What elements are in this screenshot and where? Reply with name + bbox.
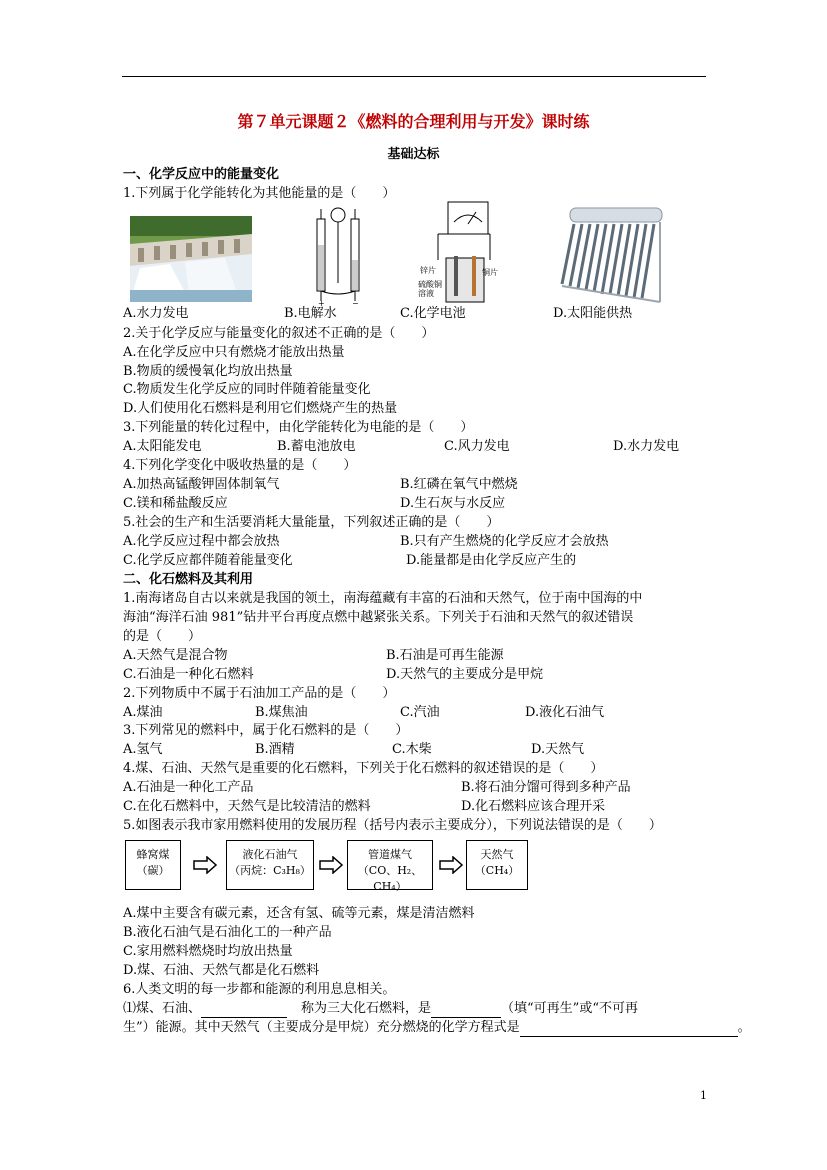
arrow-right-icon: [319, 856, 343, 874]
option-d: D.天然气: [531, 742, 585, 757]
subtitle: 基础达标: [387, 147, 440, 162]
option-c: C.汽油: [400, 705, 440, 720]
question-text-line: 1.南海诸岛自古以来就是我国的领土，南海蕴藏有丰富的石油和天然气，位于南中国海的中: [123, 591, 643, 606]
option-c: C.木柴: [392, 742, 432, 757]
section-heading-2: 二、化石燃料及其利用: [123, 572, 254, 587]
fill-text: 。: [737, 1020, 751, 1035]
flow-composition: （碳）: [136, 864, 170, 877]
copper-label: 铜片: [482, 268, 498, 277]
chemical-cell-image: [418, 200, 498, 305]
option-c: C.风力发电: [444, 439, 510, 454]
option-b: B.只有产生燃烧的化学反应才会放热: [400, 534, 609, 549]
option-d: D.太阳能供热: [553, 306, 633, 321]
option-d: D.人们使用化石燃料是利用它们燃烧产生的热量: [123, 401, 398, 416]
option-b: B.酒精: [255, 742, 295, 757]
fill-text: （填“可再生”或“不可再: [501, 1001, 638, 1016]
option-a: A.加热高锰酸钾固体制氧气: [123, 477, 280, 492]
option-b: B.电解水: [284, 306, 337, 321]
flow-box-natural-gas: [466, 840, 528, 890]
flow-name: 液化石油气: [242, 848, 298, 861]
arrow-right-icon: [193, 856, 217, 874]
flow-composition: （CH₄）: [474, 864, 520, 877]
svg-text:−: −: [352, 299, 359, 307]
flow-composition: （丙烷：C₃H₈）: [229, 864, 311, 877]
option-b: B.蓄电池放电: [277, 439, 356, 454]
question-stem: 3.下列常见的燃料中，属于化石燃料的是（ ）: [123, 723, 409, 738]
option-d: D.天然气的主要成分是甲烷: [386, 667, 544, 682]
zinc-label: 锌片: [420, 266, 436, 275]
answer-blank[interactable]: [431, 1003, 501, 1018]
option-c: C.化学电池: [400, 306, 466, 321]
option-c: C.镁和稀盐酸反应: [123, 496, 228, 511]
question-stem: 3.下列能量的转化过程中，由化学能转化为电能的是（ ）: [123, 420, 474, 435]
solution-label: 硫酸铜溶液: [418, 280, 442, 298]
option-a: A.石油是一种化工产品: [123, 780, 254, 795]
option-b: B.将石油分馏可得到多种产品: [461, 780, 631, 795]
option-b: B.物质的缓慢氧化均放出热量: [123, 364, 293, 379]
flow-name: 管道煤气: [368, 848, 412, 861]
fill-in-line-1: [123, 1000, 638, 1018]
option-a: A.天然气是混合物: [123, 648, 228, 663]
option-b: B.红磷在氧气中燃烧: [400, 477, 518, 492]
page-number: 1: [700, 1089, 707, 1102]
page-title: 第７单元课题２《燃料的合理利用与开发》课时练: [237, 112, 590, 131]
solar-water-heater-image: [560, 204, 666, 304]
option-a: A.水力发电: [123, 306, 189, 321]
flow-name: 天然气: [480, 848, 514, 861]
option-c: C.化学反应都伴随着能量变化: [123, 553, 293, 568]
option-c: C.石油是一种化石燃料: [123, 667, 254, 682]
fill-text: ⑴煤、石油、: [123, 1001, 202, 1016]
option-c: C.物质发生化学反应的同时伴随着能量变化: [123, 382, 371, 397]
option-d: D.化石燃料应该合理开采: [461, 799, 606, 814]
question-stem: 4.下列化学变化中吸收热量的是（ ）: [123, 458, 357, 473]
flow-box-coal: [125, 840, 181, 890]
fill-in-line-2: [123, 1019, 751, 1037]
option-a: A.煤中主要含有碳元素，还含有氢、硫等元素，煤是清洁燃料: [123, 906, 475, 921]
answer-blank[interactable]: [201, 1003, 287, 1018]
svg-text:+: +: [318, 299, 325, 307]
electrolysis-apparatus-image: [308, 205, 368, 307]
option-d: D.生石灰与水反应: [400, 496, 506, 511]
question-stem: 4.煤、石油、天然气是重要的化石燃料，下列关于化石燃料的叙述错误的是（ ）: [123, 761, 604, 776]
option-b: B.煤焦油: [255, 705, 308, 720]
answer-blank[interactable]: [520, 1022, 738, 1037]
question-stem: 2.关于化学反应与能量变化的叙述不正确的是（ ）: [123, 326, 435, 341]
option-a: A.化学反应过程中都会放热: [123, 534, 280, 549]
option-a: A.在化学反应中只有燃烧才能放出热量: [123, 345, 345, 360]
option-a: A.氢气: [123, 742, 163, 757]
option-d: D.水力发电: [613, 439, 680, 454]
header-rule: [122, 76, 706, 77]
question-stem: 5.如图表示我市家用燃料使用的发展历程（括号内表示主要成分），下列说法错误的是（ ）: [123, 818, 662, 833]
flow-box-pipeline-gas: [347, 840, 433, 893]
question-stem: 1.下列属于化学能转化为其他能量的是（ ）: [123, 186, 396, 201]
section-heading-1: 一、化学反应中的能量变化: [123, 167, 280, 182]
flow-composition: （CO、H₂、CH₄）: [357, 864, 423, 893]
option-d: D.煤、石油、天然气都是化石燃料: [123, 963, 320, 978]
option-c: C.家用燃料燃烧时均放出热量: [123, 944, 293, 959]
question-stem: 5.社会的生产和生活要消耗大量能量，下列叙述正确的是（ ）: [123, 515, 500, 530]
fill-text: 称为三大化石燃料，是: [301, 1001, 432, 1016]
option-d: D.能量都是由化学反应产生的: [406, 553, 577, 568]
fill-text: 生”）能源。其中天然气（主要成分是甲烷）充分燃烧的化学方程式是: [123, 1020, 520, 1035]
question-text-line: 的是（ ）: [123, 629, 202, 644]
hydropower-dam-image: [130, 216, 252, 302]
option-c: C.在化石燃料中，天然气是比较清洁的燃料: [123, 799, 371, 814]
question-stem: 6.人类文明的每一步都和能源的利用息息相关。: [123, 982, 396, 997]
arrow-right-icon: [439, 856, 463, 874]
option-d: D.液化石油气: [525, 705, 605, 720]
flow-box-lpg: [226, 840, 314, 890]
flow-name: 蜂窝煤: [136, 848, 170, 861]
question-text-line: 海油“海洋石油 981”钻井平台再度点燃中越紧张关系。下列关于石油和天然气的叙述错误: [123, 610, 634, 625]
option-b: B.石油是可再生能源: [386, 648, 504, 663]
option-a: A.煤油: [123, 705, 163, 720]
option-a: A.太阳能发电: [123, 439, 202, 454]
option-b: B.液化石油气是石油化工的一种产品: [123, 925, 332, 940]
question-stem: 2.下列物质中不属于石油加工产品的是（ ）: [123, 686, 396, 701]
